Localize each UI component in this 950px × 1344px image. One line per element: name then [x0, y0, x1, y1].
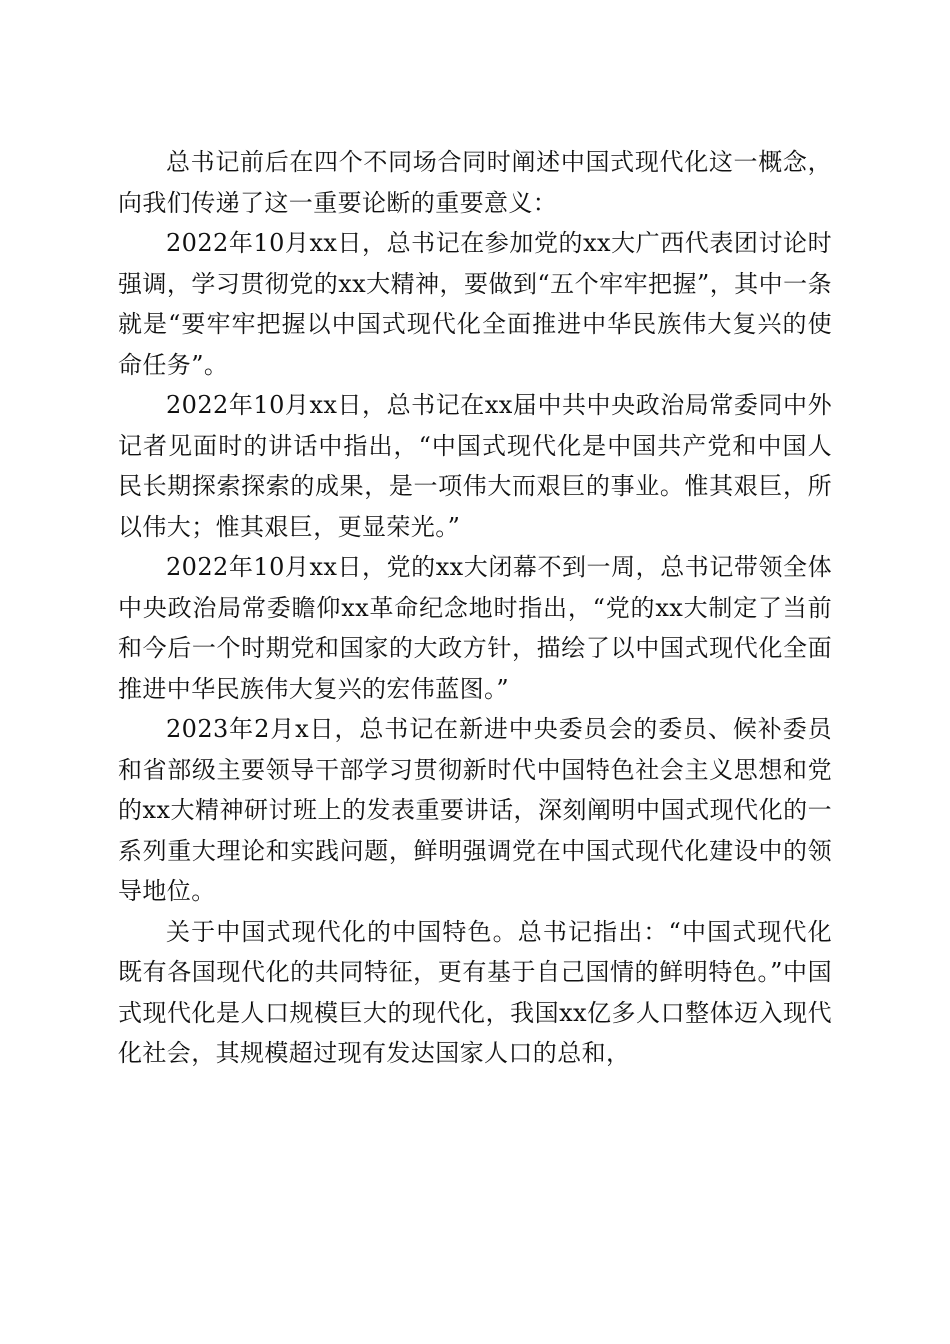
paragraph-chinese-characteristics: 关于中国式现代化的中国特色。总书记指出：“中国式现代化既有各国现代化的共同特征，更有基于自己国情的鲜明特色。”中国式现代化是人口规模巨大的现代化，我国xx亿多人口整体迈入现代化社会，其规模超过现有发达国家人口的总和， — [118, 917, 832, 1067]
document-page — [118, 142, 832, 1074]
paragraph-seminar-speech: 2023年2月x日，总书记在新进中央委员会的委员、候补委员和省部级主要领导干部学习贯彻新时代中国特色社会主义思想和党的xx大精神研讨班上的发表重要讲话，深刻阐明中国式现代化的一系列重大理论和实践问题，鲜明强调党在中国式现代化建设中的领导地位。 — [118, 715, 832, 905]
paragraph-revolutionary-site: 2022年10月xx日，党的xx大闭幕不到一周，总书记带领全体中央政治局常委瞻仰xx革命纪念地时指出，“党的xx大制定了当前和今后一个时期党和国家的大政方针，描绘了以中国式现代化全面推进中华民族伟大复兴的宏伟蓝图。” — [118, 553, 832, 703]
paragraph-intro: 总书记前后在四个不同场合同时阐述中国式现代化这一概念，向我们传递了这一重要论断的重要意义： — [118, 148, 832, 217]
paragraph-press-meeting: 2022年10月xx日，总书记在xx届中共中央政治局常委同中外记者见面时的讲话中指出，“中国式现代化是中国共产党和中国人民长期探索探索的成果，是一项伟大而艰巨的事业。惟其艰巨，所以伟大；惟其艰巨，更显荣光。” — [118, 391, 832, 541]
paragraph-guangxi-delegation: 2022年10月xx日，总书记在参加党的xx大广西代表团讨论时强调，学习贯彻党的xx大精神，要做到“五个牢牢把握”，其中一条就是“要牢牢把握以中国式现代化全面推进中华民族伟大复兴的使命任务”。 — [118, 229, 832, 379]
